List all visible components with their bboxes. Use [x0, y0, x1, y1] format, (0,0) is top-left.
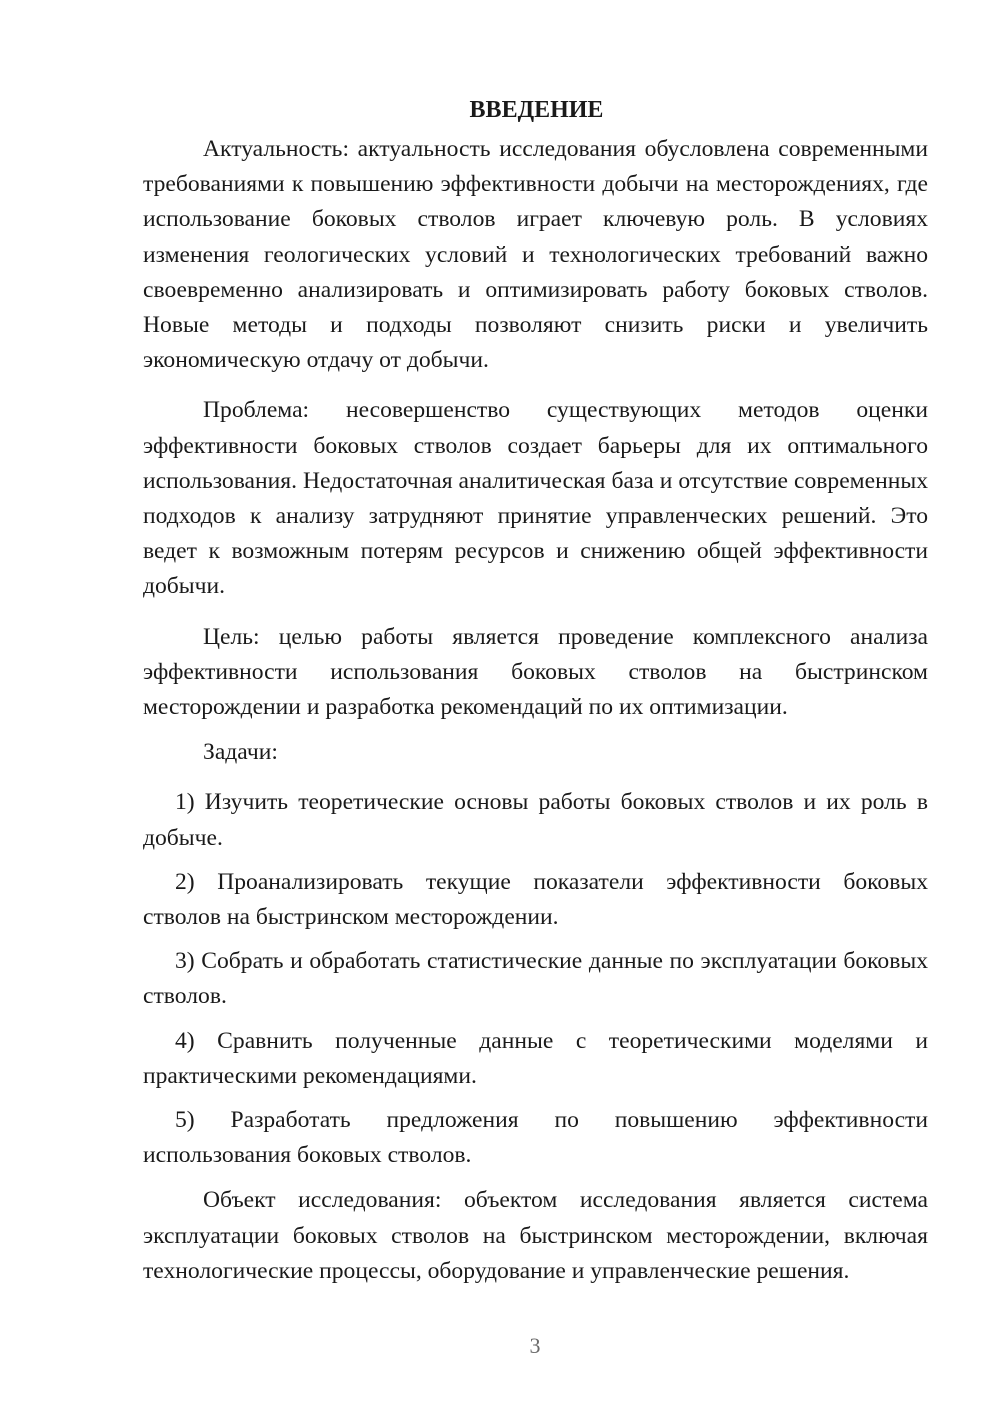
- paragraph-problem: Проблема: несовершенство существующих методов оценки эффективности боковых стволов создает барьеры для их оптимального использования. Недостаточная аналитическая база и отсутствие современных подходов к анализу затрудняют принятие управленческих решений. Это ведет к возможным потерям ресурсов и снижению общей эффективности добычи.: [143, 397, 928, 600]
- page-number: 3: [529, 1333, 541, 1358]
- tasks-label: Задачи:: [203, 739, 278, 766]
- section-heading: ВВЕДЕНИЕ: [469, 97, 604, 123]
- paragraph-object: Объект исследования: объектом исследования является система эксплуатации боковых стволов на быстринском месторождении, включая технологические процессы, оборудование и управленческие решения.: [143, 1187, 928, 1284]
- task-item-4: 4) Сравнить полученные данные с теоретическими моделями и практическими рекомендациями.: [143, 1027, 928, 1089]
- paragraph-goal: Цель: целью работы является проведение комплексного анализа эффективности использования боковых стволов на быстринском месторождении и разработка рекомендаций по их оптимизации.: [143, 623, 928, 721]
- tasks-list: [143, 785, 928, 1173]
- task-item-1: 1) Изучить теоретические основы работы боковых стволов и их роль в добыче.: [143, 789, 928, 851]
- page-content: [143, 92, 928, 1289]
- task-item-5: 5) Разработать предложения по повышению эффективности использования боковых стволов.: [143, 1107, 928, 1169]
- task-item-3: 3) Собрать и обработать статистические данные по эксплуатации боковых стволов.: [143, 948, 928, 1010]
- task-item-2: 2) Проанализировать текущие показатели эффективности боковых стволов на быстринском месторождении.: [143, 868, 928, 931]
- paragraph-relevance: Актуальность: актуальность исследования обусловлена современными требованиями к повышению эффективности добычи на месторождениях, где использование боковых стволов играет ключевую роль. В условиях изменения геологических условий и технологических требований важно своевременно анализировать и оптимизировать работу боковых стволов. Новые методы и подходы позволяют снизить риски и увеличить экономическую отдачу от добычи.: [143, 136, 928, 374]
